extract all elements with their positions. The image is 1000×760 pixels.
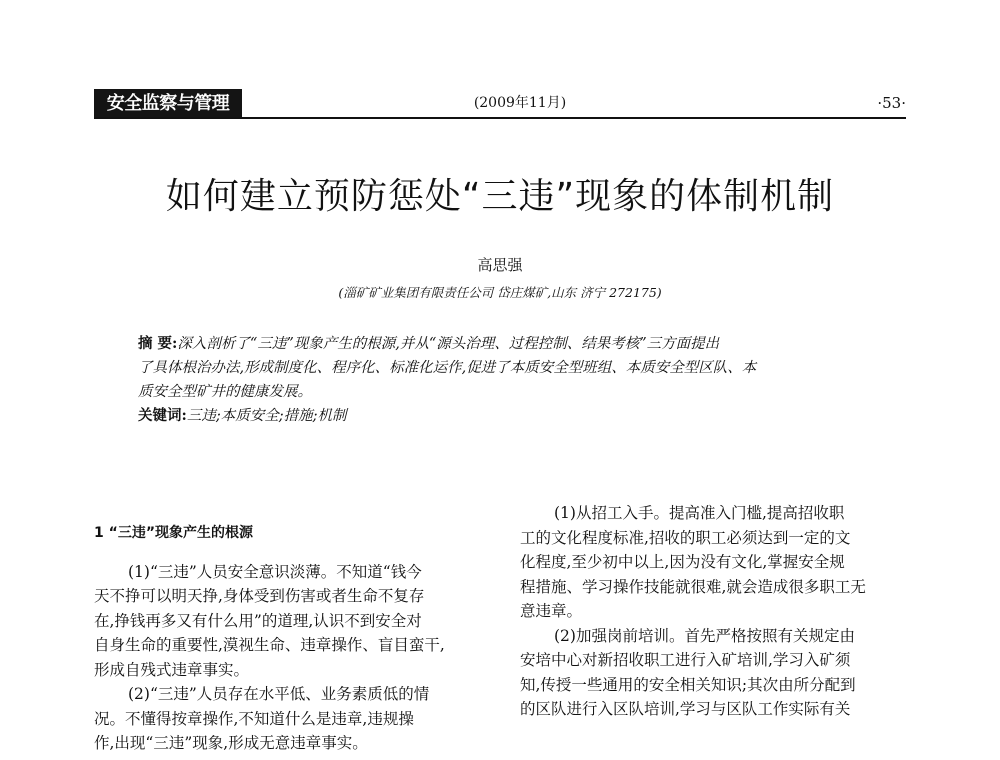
keywords-text: 三违;本质安全;措施;机制 <box>186 408 347 424</box>
issue-date: (2009年11月) <box>473 95 567 111</box>
body-line: 自身生命的重要性,漠视生命、违章操作、盲目蛮干, <box>94 636 445 654</box>
abstract-label: 摘 要: <box>138 335 178 352</box>
body-line: (2)加强岗前培训。首先严格按照有关规定由 <box>554 626 855 645</box>
body-line: 作,出现“三违”现象,形成无意违章事实。 <box>94 734 368 752</box>
body-line: (1)从招工入手。提高准入门槛,提高招收职 <box>554 504 845 522</box>
keywords-label: 关键词: <box>138 407 187 424</box>
author-affiliation: (淄矿矿业集团有限责任公司 岱庄煤矿,山东 济宁 272175) <box>338 285 662 300</box>
abstract-line: 了具体根治办法,形成制度化、程序化、标准化运作,促进了本质安全型班组、本质安全型区队、本 <box>138 360 757 376</box>
body-line: 意违章。 <box>520 602 583 620</box>
body-line: 的区队进行入区队培训,学习与区队工作实际有关 <box>520 700 851 718</box>
body-line: (2)“三违”人员存在水平低、业务素质低的情 <box>128 685 430 703</box>
section-heading: 1 “三违”现象产生的根源 <box>94 525 254 541</box>
header-rule <box>94 117 906 119</box>
left-column <box>94 521 492 756</box>
body-line: 程措施、学习操作技能就很难,就会造成很多职工无 <box>520 577 866 596</box>
author-name: 高思强 <box>477 256 523 274</box>
article-title: 如何建立预防惩处“三违”现象的体制机制 <box>165 176 835 217</box>
body-line: 况。不懂得按章操作,不知道什么是违章,违规操 <box>94 709 414 728</box>
body-line: 化程度,至少初中以上,因为没有文化,掌握安全规 <box>520 553 845 571</box>
body-line: 天不挣可以明天挣,身体受到伤害或者生命不复存 <box>94 587 425 605</box>
body-line: (1)“三违”人员安全意识淡薄。不知道“钱今 <box>128 562 422 581</box>
body-line: 安培中心对新招收职工进行入矿培训,学习入矿须 <box>520 651 851 669</box>
body-line: 知,传授一些通用的安全相关知识;其次由所分配到 <box>520 675 856 694</box>
abstract-line <box>138 332 878 356</box>
keywords-line <box>138 404 878 428</box>
abstract-line: 质安全型矿井的健康发展。 <box>138 384 312 400</box>
body-line: 工的文化程度标准,招收的职工必须达到一定的文 <box>520 528 851 547</box>
body-line: 在,挣钱再多又有什么用”的道理,认识不到安全对 <box>94 611 422 630</box>
abstract-text: 深入剖析了“三违”现象产生的根源,并从“源头治理、过程控制、结果考核”三方面提出 <box>177 336 720 352</box>
page-number: ·53· <box>877 94 906 112</box>
right-column <box>520 501 910 722</box>
abstract-block <box>138 332 878 428</box>
journal-section-tag: 安全监察与管理 <box>94 89 242 118</box>
body-line: 形成自残式违章事实。 <box>94 660 250 679</box>
